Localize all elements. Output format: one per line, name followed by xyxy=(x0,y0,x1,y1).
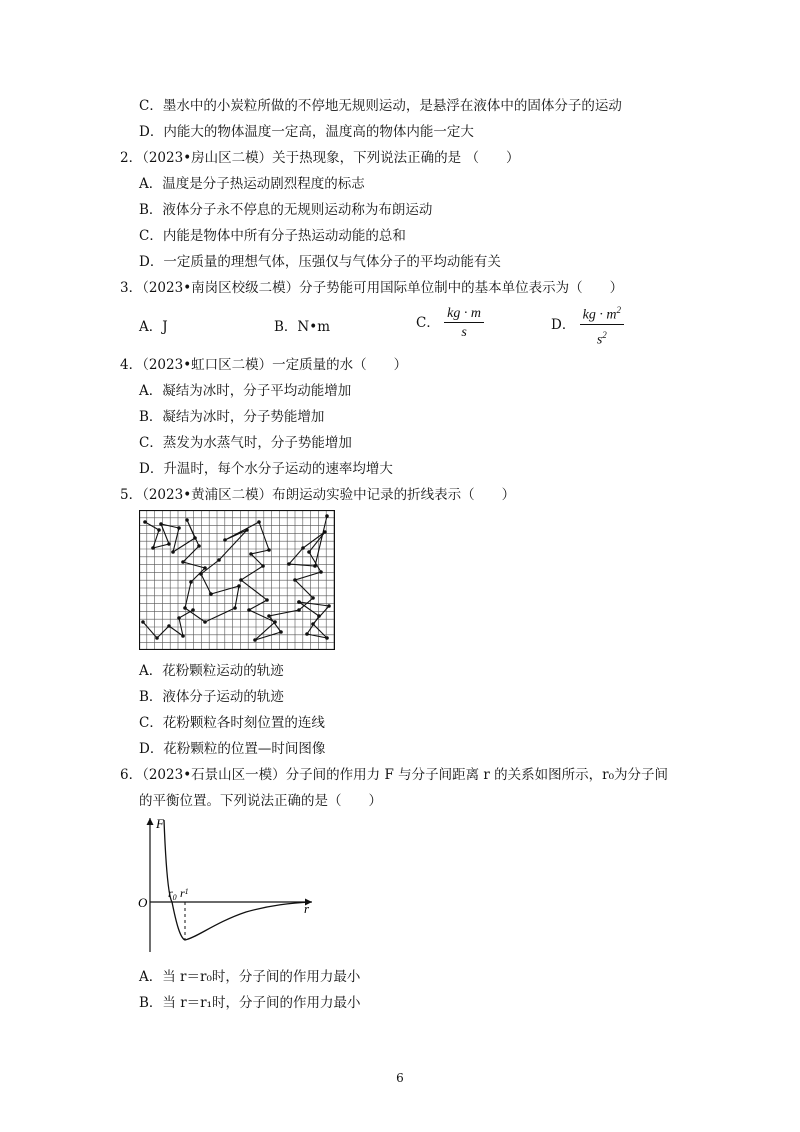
q3-d-den-text: s xyxy=(596,332,603,348)
q3-stem: 3．（2023•南岗区校级二模）分子势能可用国际单位制中的基本单位表示为（ ） xyxy=(120,280,624,296)
trajectory-point xyxy=(253,638,257,642)
force-curve xyxy=(164,820,311,940)
grid xyxy=(139,510,335,650)
brownian-motion-figure xyxy=(139,510,335,650)
q3-option-d-fraction xyxy=(580,303,624,348)
q5-option-b: B．液体分子运动的轨迹 xyxy=(139,689,284,705)
trajectory-point xyxy=(181,560,185,564)
trajectory-point xyxy=(177,526,181,530)
trajectory-point xyxy=(313,564,317,568)
q3-d-num-text: kg · m xyxy=(582,307,617,323)
trajectory-point xyxy=(247,608,251,612)
trajectory-point xyxy=(265,598,269,602)
trajectory-point xyxy=(249,552,253,556)
q5-option-a: A．花粉颗粒运动的轨迹 xyxy=(139,663,284,679)
trajectory-point xyxy=(267,614,271,618)
trajectory-point xyxy=(305,632,309,636)
trajectory-point xyxy=(155,636,159,640)
q1-option-c: C．墨水中的小炭粒所做的不停地无规则运动，是悬浮在液体中的固体分子的运动 xyxy=(139,98,622,114)
trajectory-point xyxy=(209,592,213,596)
trajectory-point xyxy=(217,558,221,562)
q3-option-d-prefix: D． xyxy=(551,317,576,334)
trajectory-point xyxy=(267,548,271,552)
trajectory-point xyxy=(143,520,147,524)
q2-option-b: B．液体分子永不停息的无规则运动称为布朗运动 xyxy=(139,202,433,218)
trajectory-point xyxy=(189,580,193,584)
q2-option-c: C．内能是物体中所有分子热运动动能的总和 xyxy=(139,228,406,244)
q5-option-d: D．花粉颗粒的位置—时间图像 xyxy=(139,741,326,757)
q6-option-b: B．当 r＝r₁时，分子间的作用力最小 xyxy=(139,995,361,1011)
y-axis-label: F xyxy=(156,816,164,831)
trajectory-point xyxy=(233,606,237,610)
q3-option-c-fraction xyxy=(444,306,484,341)
trajectory-point xyxy=(297,608,301,612)
trajectory-point xyxy=(151,546,155,550)
trajectory-point xyxy=(177,616,181,620)
trajectory-point xyxy=(199,572,203,576)
trajectory-point xyxy=(293,578,297,582)
q2-option-d: D．一定质量的理想气体，压强仅与气体分子的平均动能有关 xyxy=(139,254,501,270)
force-distance-graph xyxy=(136,812,326,958)
q3-d-denominator xyxy=(580,325,624,349)
q6-stem-line2: 的平衡位置。下列说法正确的是（ ） xyxy=(139,793,382,809)
q3-c-denominator: s xyxy=(461,325,467,340)
trajectory-point xyxy=(203,566,207,570)
q6-option-a: A．当 r＝r₀时，分子间的作用力最小 xyxy=(139,969,361,985)
trajectory-point xyxy=(167,542,171,546)
q3-c-numerator: kg · m xyxy=(444,306,484,323)
trajectory-point xyxy=(327,604,331,608)
trajectory-point xyxy=(245,528,249,532)
q5-option-c: C．花粉颗粒各时刻位置的连线 xyxy=(139,715,325,731)
q3-option-d xyxy=(551,303,624,348)
r0-letter: r xyxy=(168,886,173,900)
q3-option-b: B．N•m xyxy=(274,319,330,335)
trajectory-point xyxy=(261,564,265,568)
trajectory-point xyxy=(279,630,283,634)
q1-option-d: D．内能大的物体温度一定高，温度高的物体内能一定大 xyxy=(139,124,474,140)
q3-option-a: A．J xyxy=(139,319,168,335)
trajectory-point xyxy=(273,620,277,624)
page-number: 6 xyxy=(396,1071,404,1085)
r0-subscript: 0 xyxy=(172,893,177,902)
origin-label: O xyxy=(138,895,148,910)
trajectory-point xyxy=(191,608,195,612)
trajectory-point xyxy=(239,578,243,582)
trajectory-point xyxy=(287,562,291,566)
r1-label xyxy=(180,886,189,900)
trajectory-point xyxy=(311,622,315,626)
trajectory-point xyxy=(323,530,327,534)
trajectory-point xyxy=(159,522,163,526)
trajectory-point xyxy=(319,570,323,574)
q4-option-d: D．升温时，每个水分子运动的速率均增大 xyxy=(139,461,393,477)
q4-option-a: A．凝结为冰时，分子平均动能增加 xyxy=(139,383,352,399)
q2-option-a: A．温度是分子热运动剧烈程度的标志 xyxy=(139,176,365,192)
q4-option-b: B．凝结为冰时，分子势能增加 xyxy=(139,409,325,425)
trajectory-point xyxy=(325,514,329,518)
trajectory-point xyxy=(197,544,201,548)
trajectory-point xyxy=(157,528,161,532)
q6-stem-line1: 6．（2023•石景山区一模）分子间的作用力 F 与分子间距离 r 的关系如图所示，r₀为分子间 xyxy=(120,767,669,783)
trajectory-point xyxy=(141,620,145,624)
r1-subscript: 1 xyxy=(184,887,189,896)
trajectory-point xyxy=(317,614,321,618)
trajectory-point xyxy=(171,550,175,554)
q3-d-den-exp: 2 xyxy=(602,329,607,340)
trajectory-point xyxy=(193,536,197,540)
q3-option-c xyxy=(416,306,484,341)
trajectory-point xyxy=(325,636,329,640)
q5-stem: 5．（2023•黄浦区二模）布朗运动实验中记录的折线表示（ ） xyxy=(120,487,516,503)
x-axis-label: r xyxy=(304,901,310,916)
r1-letter: r xyxy=(180,886,185,900)
trajectory-point xyxy=(223,538,227,542)
trajectory-point xyxy=(181,634,185,638)
trajectory-point xyxy=(167,624,171,628)
q3-option-c-prefix: C． xyxy=(416,315,440,331)
q3-d-numerator xyxy=(580,303,624,325)
trajectory-point xyxy=(203,620,207,624)
trajectory-point xyxy=(307,550,311,554)
trajectory-point xyxy=(311,596,315,600)
trajectory-point xyxy=(301,546,305,550)
trajectory-point xyxy=(183,606,187,610)
trajectory-point xyxy=(257,520,261,524)
q4-stem: 4．（2023•虹口区二模）一定质量的水（ ） xyxy=(120,357,408,373)
q3-d-num-exp: 2 xyxy=(616,305,621,315)
trajectory-point xyxy=(185,518,189,522)
q4-option-c: C．蒸发为水蒸气时，分子势能增加 xyxy=(139,435,352,451)
trajectory-point xyxy=(297,600,301,604)
trajectory xyxy=(143,516,329,640)
trajectory-line xyxy=(145,516,327,640)
q2-stem: 2．（2023•房山区二模）关于热现象，下列说法正确的是 （ ） xyxy=(120,150,520,166)
trajectory-line xyxy=(299,602,329,638)
trajectory-point xyxy=(237,584,241,588)
